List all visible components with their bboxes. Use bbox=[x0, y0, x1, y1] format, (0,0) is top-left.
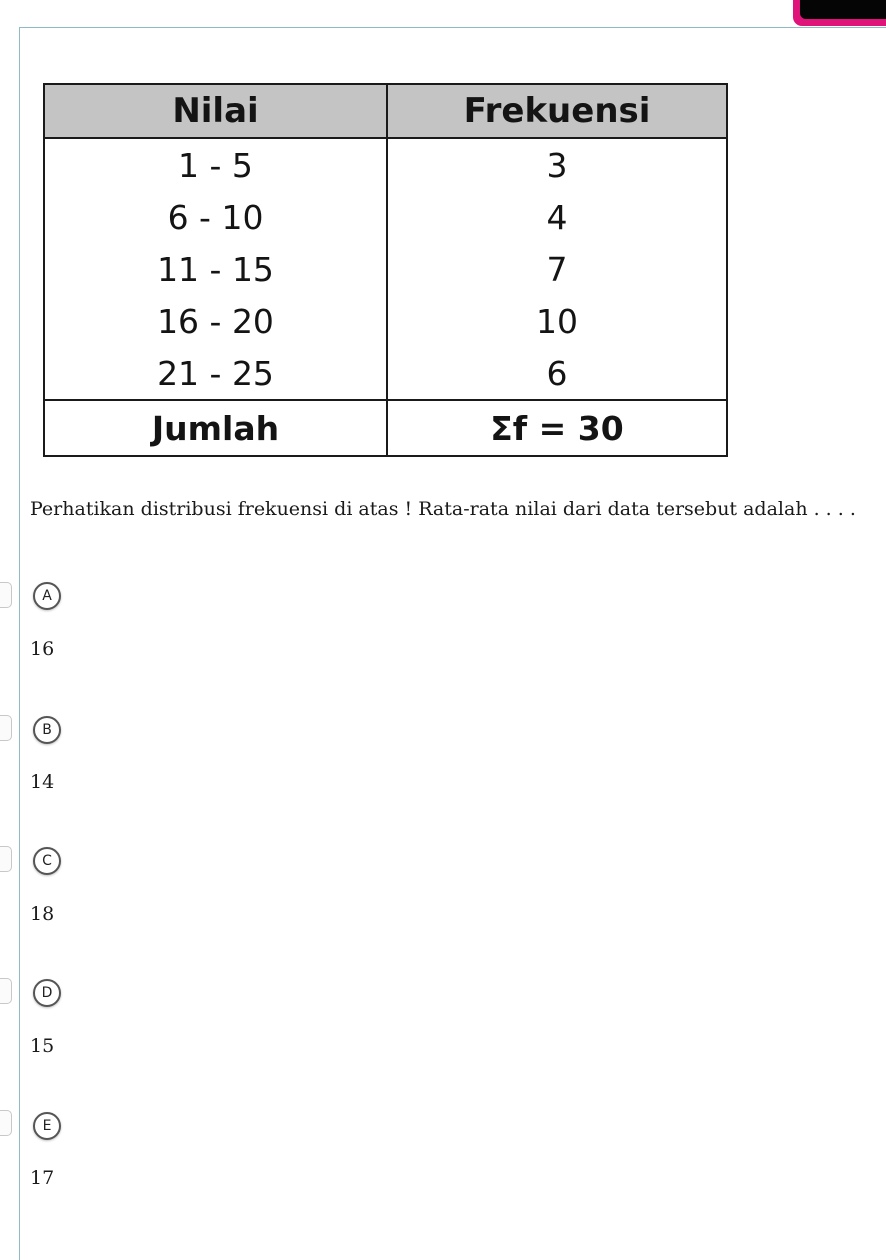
total-value: Σf = 30 bbox=[387, 400, 727, 456]
cell-nilai: 1 - 5 bbox=[44, 138, 387, 191]
corner-badge-inner bbox=[800, 0, 886, 19]
question-text: Perhatikan distribusi frekuensi di atas ! Rata-rata nilai dari data tersebut adalah . . . . bbox=[30, 498, 856, 520]
header-nilai: Nilai bbox=[44, 84, 387, 138]
option-d-letter-icon[interactable]: D bbox=[33, 979, 61, 1007]
cell-frekuensi: 10 bbox=[387, 295, 727, 347]
option-a-radio[interactable] bbox=[0, 582, 12, 608]
option-d-radio[interactable] bbox=[0, 978, 12, 1004]
header-frekuensi: Frekuensi bbox=[387, 84, 727, 138]
table-total-row bbox=[44, 400, 727, 456]
cell-nilai: 6 - 10 bbox=[44, 191, 387, 243]
cell-nilai: 11 - 15 bbox=[44, 243, 387, 295]
option-c-value[interactable]: 18 bbox=[30, 903, 55, 925]
option-b-value[interactable]: 14 bbox=[30, 771, 55, 793]
cell-nilai: 16 - 20 bbox=[44, 295, 387, 347]
cell-frekuensi: 7 bbox=[387, 243, 727, 295]
option-a-value[interactable]: 16 bbox=[30, 638, 55, 660]
table-row bbox=[44, 243, 727, 295]
frequency-table bbox=[43, 83, 728, 457]
option-a-letter-icon[interactable]: A bbox=[33, 582, 61, 610]
cell-frekuensi: 4 bbox=[387, 191, 727, 243]
option-e-letter-icon[interactable]: E bbox=[33, 1112, 61, 1140]
table-row bbox=[44, 138, 727, 191]
total-label: Jumlah bbox=[44, 400, 387, 456]
option-b-letter-icon[interactable]: B bbox=[33, 716, 61, 744]
option-d-value[interactable]: 15 bbox=[30, 1035, 55, 1057]
table-row bbox=[44, 347, 727, 400]
cell-nilai: 21 - 25 bbox=[44, 347, 387, 400]
cell-frekuensi: 3 bbox=[387, 138, 727, 191]
corner-badge bbox=[793, 0, 886, 26]
option-b-radio[interactable] bbox=[0, 715, 12, 741]
table-header-row bbox=[44, 84, 727, 138]
table-row bbox=[44, 295, 727, 347]
option-e-radio[interactable] bbox=[0, 1110, 12, 1136]
table-row bbox=[44, 191, 727, 243]
option-c-letter-icon[interactable]: C bbox=[33, 847, 61, 875]
option-c-radio[interactable] bbox=[0, 846, 12, 872]
option-e-value[interactable]: 17 bbox=[30, 1167, 55, 1189]
cell-frekuensi: 6 bbox=[387, 347, 727, 400]
